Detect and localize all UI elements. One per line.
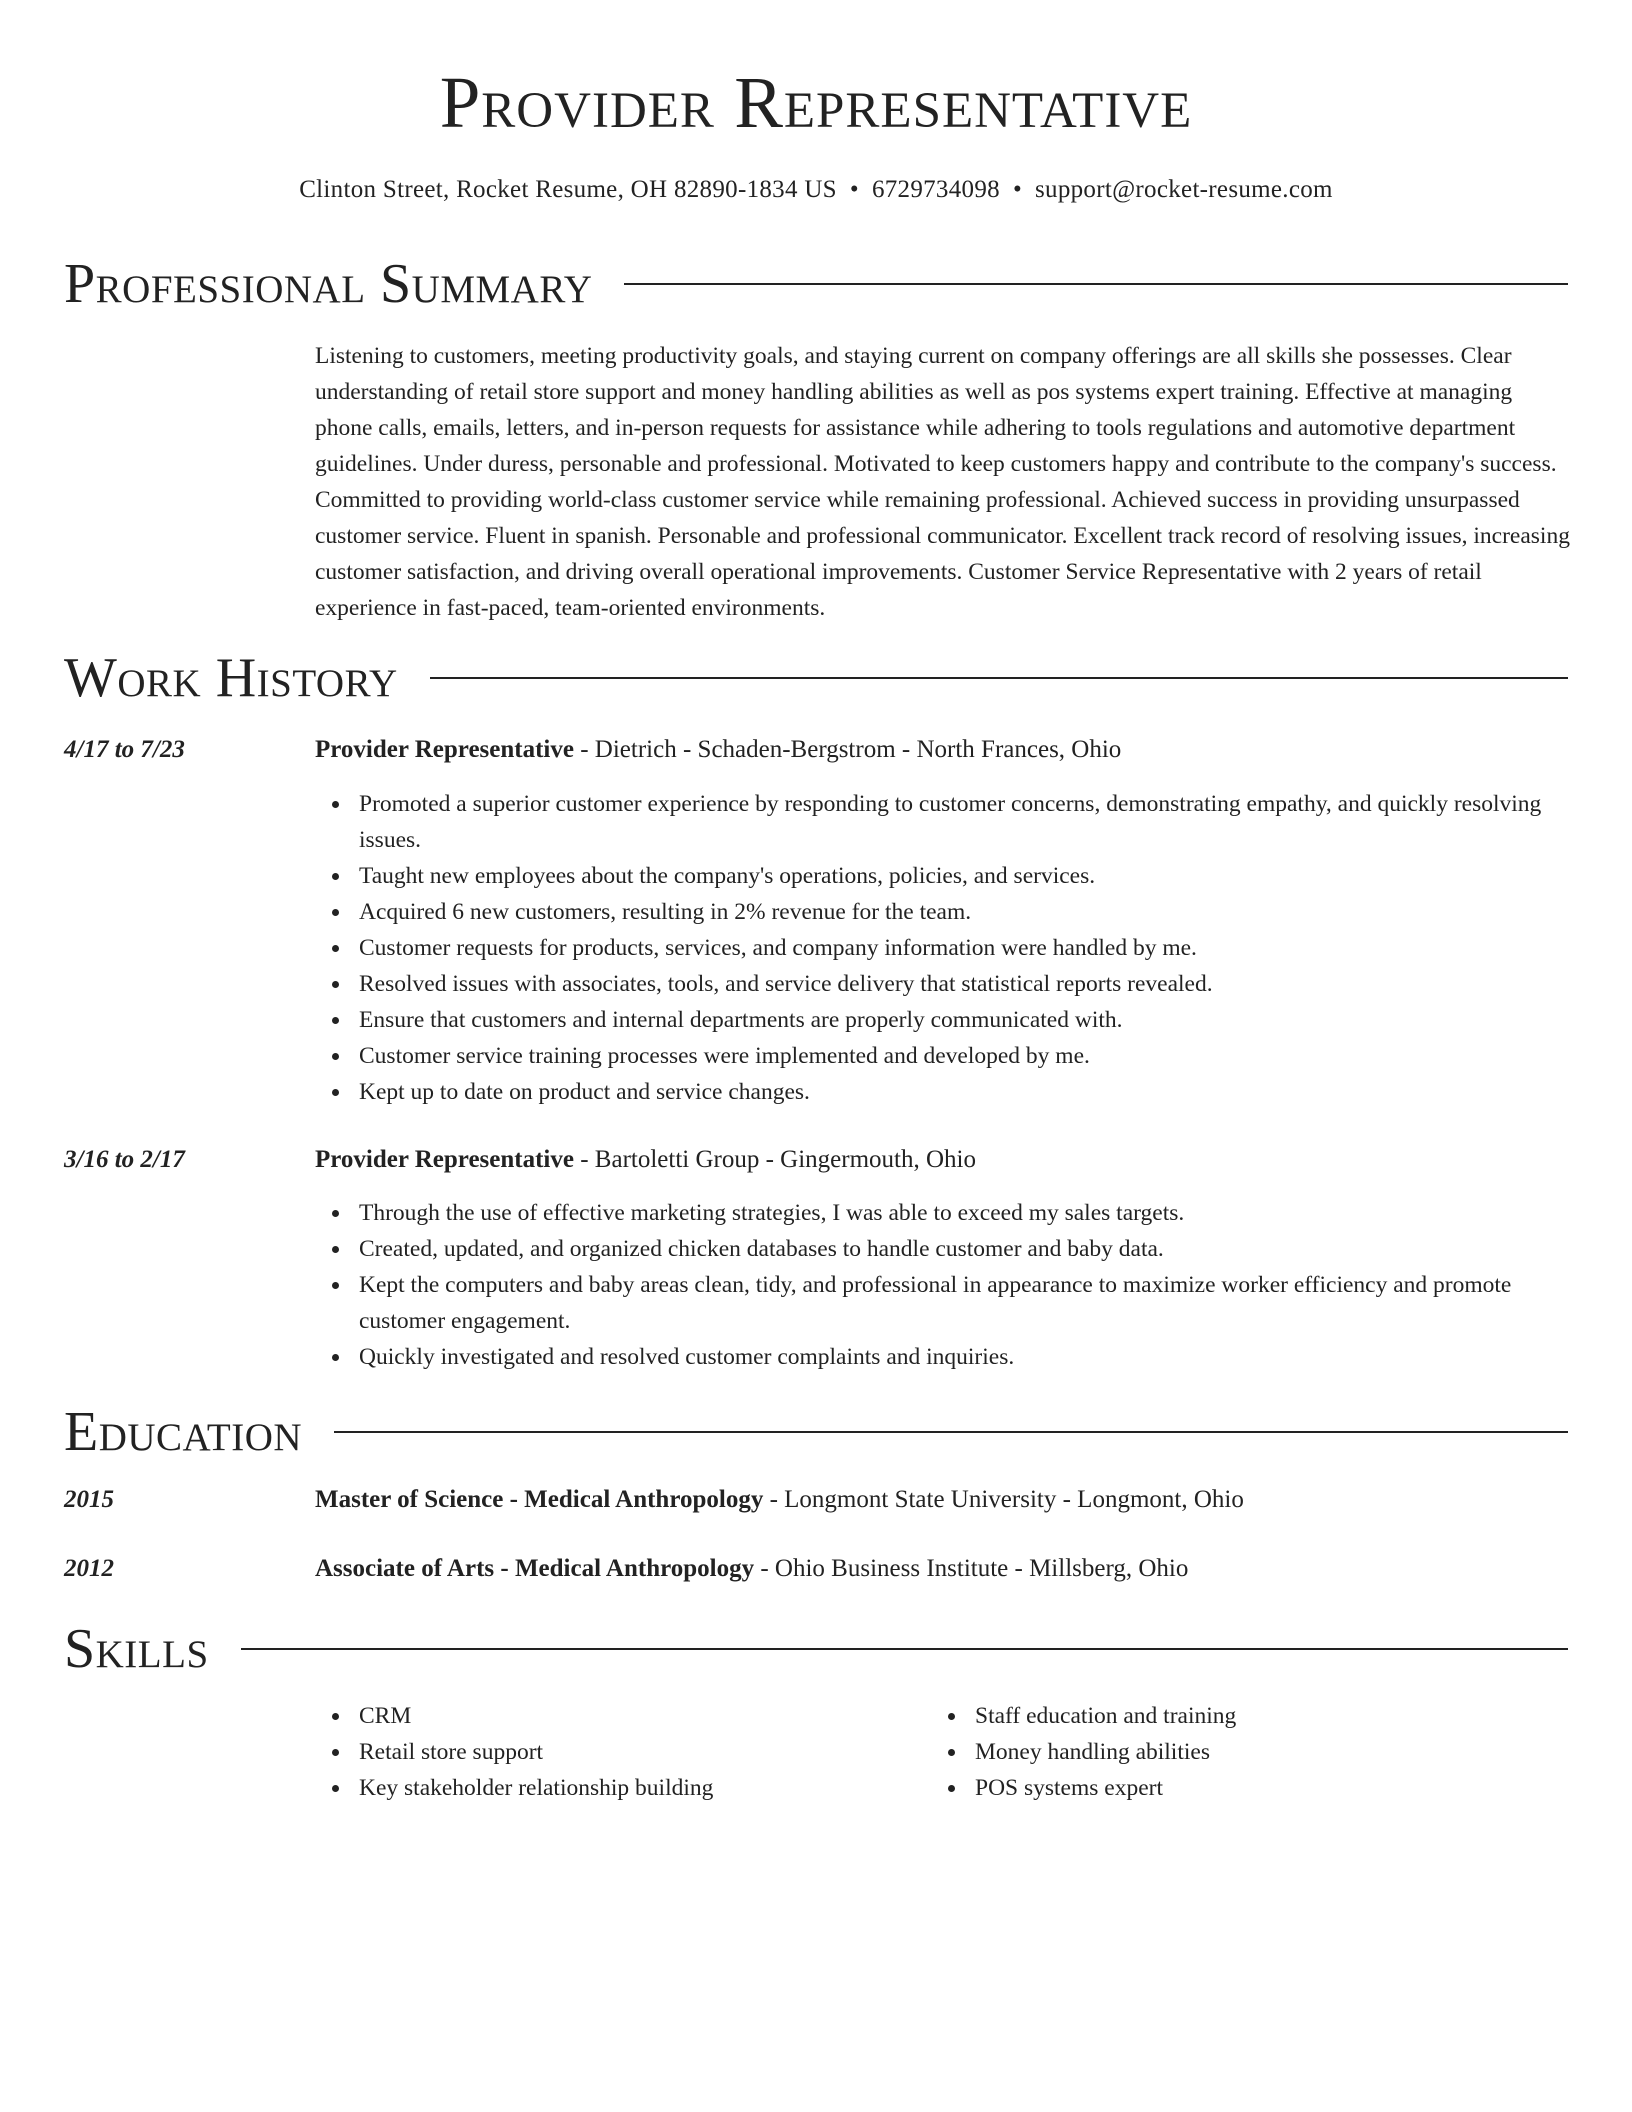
contact-line: [0, 173, 1632, 207]
section-divider: [334, 1431, 1568, 1433]
separator-dot: •: [1012, 176, 1022, 203]
skills-list-left: [315, 1698, 915, 1806]
section-title: Education: [64, 1401, 303, 1463]
education-line: [315, 1482, 1570, 1518]
job-employer: - Bartoletti Group - Gingermouth, Ohio: [573, 1146, 976, 1173]
skill-item: Staff education and training: [975, 1698, 1531, 1734]
education-section-header: [64, 1397, 1568, 1467]
section-title: Work History: [64, 647, 398, 709]
degree: Master of Science - Medical Anthropology: [315, 1486, 764, 1513]
degree: Associate of Arts - Medical Anthropology: [315, 1555, 755, 1582]
summary-text: Listening to customers, meeting productivity goals, and staying current on company offerings are all skills she possesses. Clear understanding of retail store support and money handling abilities as well as pos systems expert training. Effective at managing phone calls, emails, letters, and in-person requests for assistance while adhering to tools regulations and automotive department guidelines. Under duress, personable and professional. Motivated to keep customers happy and contribute to the company's success. Committed to providing world-class customer service while remaining professional. Achieved success in providing unsurpassed customer service. Fluent in spanish. Personable and professional communicator. Excellent track record of resolving issues, increasing customer satisfaction, and driving overall operational improvements. Customer Service Representative with 2 years of retail experience in fast-paced, team-oriented environments.: [315, 343, 1570, 621]
section-divider: [430, 677, 1568, 679]
list-item: Promoted a superior customer experience by responding to customer concerns, demonstrating empathy, and quickly resolving issues.: [359, 786, 1570, 858]
separator-dot: •: [849, 176, 859, 203]
list-item: Created, updated, and organized chicken databases to handle customer and baby data.: [359, 1231, 1570, 1267]
school: - Longmont State University - Longmont, Ohio: [763, 1486, 1244, 1513]
skill-item: Money handling abilities: [975, 1734, 1531, 1770]
job-title-line: [315, 732, 1570, 768]
list-item: Kept up to date on product and service changes.: [359, 1074, 1570, 1110]
school: - Ohio Business Institute - Millsberg, Ohio: [754, 1555, 1189, 1582]
list-item: Acquired 6 new customers, resulting in 2% revenue for the team.: [359, 894, 1570, 930]
job-title: Provider Representative: [315, 1146, 574, 1173]
address: Clinton Street, Rocket Resume, OH 82890-1834 US: [299, 176, 837, 203]
list-item: Kept the computers and baby areas clean, tidy, and professional in appearance to maximize worker efficiency and promote customer engagement.: [359, 1267, 1570, 1339]
skill-item: POS systems expert: [975, 1770, 1531, 1806]
skills-section-header: [64, 1614, 1568, 1684]
education-line: [315, 1551, 1570, 1587]
list-item: Customer service training processes were implemented and developed by me.: [359, 1038, 1570, 1074]
job-employer: - Dietrich - Schaden-Bergstrom - North Frances, Ohio: [573, 736, 1122, 763]
skill-item: CRM: [359, 1698, 915, 1734]
section-divider: [241, 1648, 1568, 1650]
job-bullets: [315, 786, 1570, 1110]
email: support@rocket-resume.com: [1035, 176, 1333, 203]
job-bullets: [315, 1195, 1570, 1375]
education-year: 2015: [64, 1486, 114, 1513]
section-title: Skills: [64, 1618, 209, 1680]
job-title-line: [315, 1142, 1570, 1178]
job-dates: 3/16 to 2/17: [64, 1146, 185, 1173]
skills-list-right: [931, 1698, 1531, 1806]
job-dates: 4/17 to 7/23: [64, 736, 185, 763]
skill-item: Retail store support: [359, 1734, 915, 1770]
candidate-name: Provider Representative: [439, 62, 1193, 143]
list-item: Customer requests for products, services, and company information were handled by me.: [359, 930, 1570, 966]
list-item: Through the use of effective marketing strategies, I was able to exceed my sales targets.: [359, 1195, 1570, 1231]
work-section-header: [64, 643, 1568, 713]
summary-section-header: [64, 249, 1568, 319]
list-item: Resolved issues with associates, tools, and service delivery that statistical reports revealed.: [359, 966, 1570, 1002]
list-item: Quickly investigated and resolved customer complaints and inquiries.: [359, 1339, 1570, 1375]
skill-item: Key stakeholder relationship building: [359, 1770, 915, 1806]
section-title: Professional Summary: [64, 253, 593, 315]
list-item: Taught new employees about the company's operations, policies, and services.: [359, 858, 1570, 894]
list-item: Ensure that customers and internal departments are properly communicated with.: [359, 1002, 1570, 1038]
job-title: Provider Representative: [315, 736, 574, 763]
section-divider: [624, 283, 1568, 285]
education-year: 2012: [64, 1555, 114, 1582]
phone: 6729734098: [871, 176, 1000, 203]
